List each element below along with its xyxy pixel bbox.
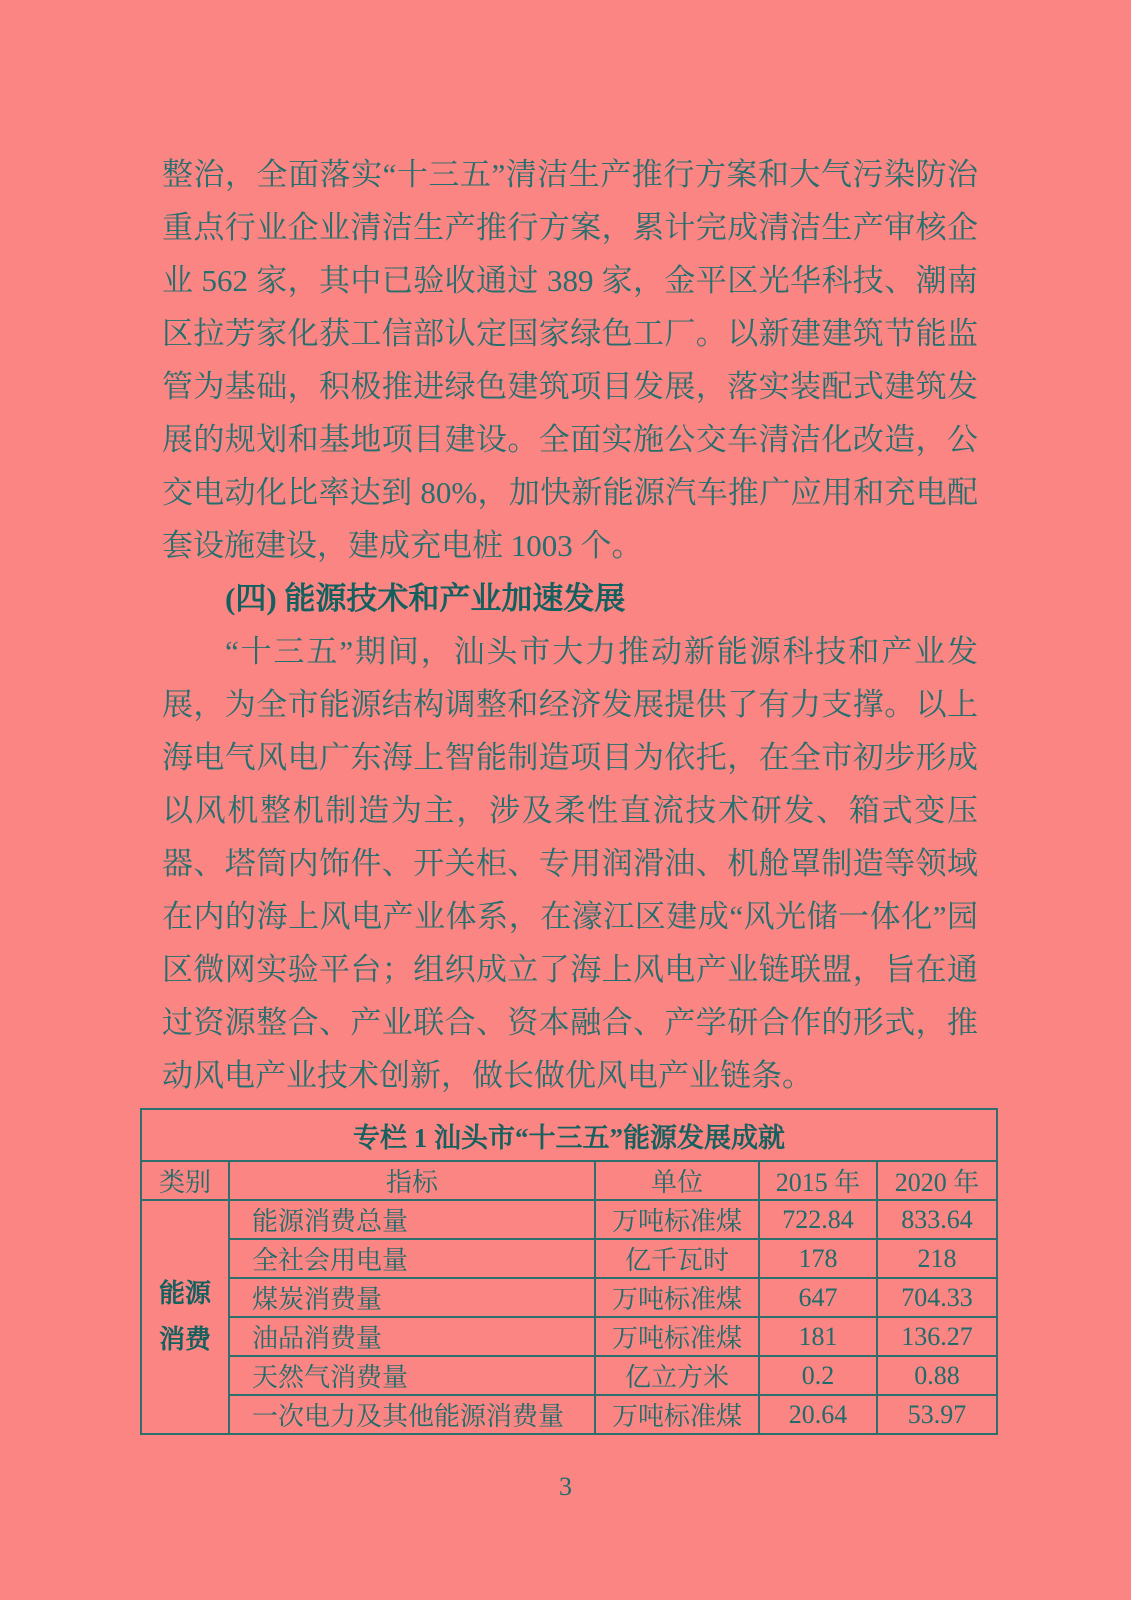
column-header-category: 类别 xyxy=(141,1161,229,1200)
indicator-cell: 煤炭消费量 xyxy=(229,1278,595,1317)
unit-cell: 万吨标准煤 xyxy=(595,1395,759,1434)
value-2020-cell: 53.97 xyxy=(877,1395,997,1434)
column-header-2015: 2015 年 xyxy=(759,1161,877,1200)
unit-cell: 万吨标准煤 xyxy=(595,1317,759,1356)
indicator-cell: 天然气消费量 xyxy=(229,1356,595,1395)
unit-cell: 万吨标准煤 xyxy=(595,1278,759,1317)
value-2015-cell: 722.84 xyxy=(759,1200,877,1239)
table-row xyxy=(141,1278,997,1317)
value-2020-cell: 0.88 xyxy=(877,1356,997,1395)
energy-achievements-table xyxy=(140,1108,998,1435)
page-number: 3 xyxy=(559,1472,572,1501)
value-2020-cell: 136.27 xyxy=(877,1317,997,1356)
value-2020-cell: 218 xyxy=(877,1239,997,1278)
value-2020-cell: 833.64 xyxy=(877,1200,997,1239)
table-row xyxy=(141,1395,997,1434)
column-header-indicator: 指标 xyxy=(229,1161,595,1200)
paragraph-energy-industry: “十三五”期间，汕头市大力推动新能源科技和产业发展，为全市能源结构调整和经济发展提供了有力支撑。以上海电气风电广东海上智能制造项目为依托，在全市初步形成以风机整机制造为主，涉及柔性直流技术研发、箱式变压器、塔筒内饰件、开关柜、专用润滑油、机舱罩制造等领域在内的海上风电产业体系，在濠江区建成“风光储一体化”园区微网实验平台；组织成立了海上风电产业链联盟，旨在通过资源整合、产业联合、资本融合、产学研合作的形式，推动风电产业技术创新，做长做优风电产业链条。 xyxy=(162,634,978,1093)
table-title-row xyxy=(141,1109,997,1161)
table-row xyxy=(141,1239,997,1278)
section-heading: (四) 能源技术和产业加速发展 xyxy=(225,581,626,616)
value-2020-cell: 704.33 xyxy=(877,1278,997,1317)
unit-cell: 亿立方米 xyxy=(595,1356,759,1395)
indicator-cell: 一次电力及其他能源消费量 xyxy=(229,1395,595,1434)
indicator-cell: 全社会用电量 xyxy=(229,1239,595,1278)
body-text-block xyxy=(158,148,980,1435)
value-2015-cell: 0.2 xyxy=(759,1356,877,1395)
indicator-cell: 能源消费总量 xyxy=(229,1200,595,1239)
table-header-row xyxy=(141,1161,997,1200)
table-row xyxy=(141,1356,997,1395)
unit-cell: 亿千瓦时 xyxy=(595,1239,759,1278)
category-cell: 能源消费 xyxy=(141,1200,229,1434)
indicator-cell: 油品消费量 xyxy=(229,1317,595,1356)
value-2015-cell: 647 xyxy=(759,1278,877,1317)
table-row xyxy=(141,1317,997,1356)
column-header-unit: 单位 xyxy=(595,1161,759,1200)
table-row xyxy=(141,1200,997,1239)
unit-cell: 万吨标准煤 xyxy=(595,1200,759,1239)
value-2015-cell: 178 xyxy=(759,1239,877,1278)
value-2015-cell: 20.64 xyxy=(759,1395,877,1434)
column-header-2020: 2020 年 xyxy=(877,1161,997,1200)
value-2015-cell: 181 xyxy=(759,1317,877,1356)
table-title: 专栏 1 汕头市“十三五”能源发展成就 xyxy=(141,1109,997,1161)
paragraph-continuation: 整治，全面落实“十三五”清洁生产推行方案和大气污染防治重点行业企业清洁生产推行方案，累计完成清洁生产审核企业 562 家，其中已验收通过 389 家，金平区光华科技、潮南区拉芳家化获工信部认定国家绿色工厂。以新建建筑节能监管为基础，积极推进绿色建筑项目发展，落实装配式建筑发展的规划和基地项目建设。全面实施公交车清洁化改造，公交电动化比率达到 80%，加快新能源汽车推广应用和充电配套设施建设，建成充电桩 1003 个。 xyxy=(162,157,978,563)
